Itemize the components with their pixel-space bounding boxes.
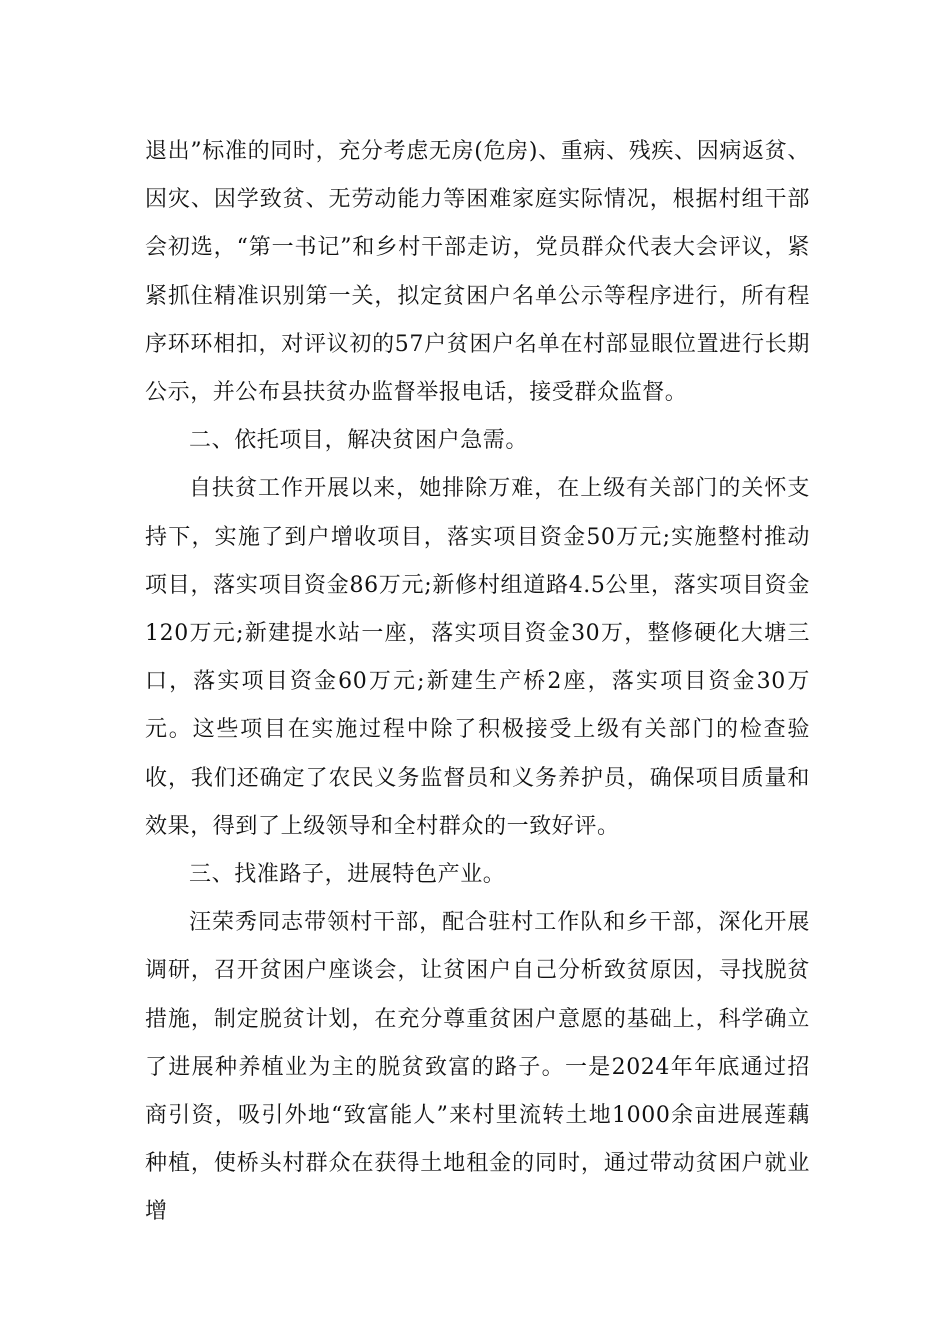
- paragraph-projects: 自扶贫工作开展以来，她排除万难，在上级有关部门的关怀支持下，实施了到户增收项目，落实项目资金50万元;实施整村推动项目，落实项目资金86万元;新修村组道路4.5公里，落实项目资金120万元;新建提水站一座，落实项目资金30万，整修硬化大塘三口，落实项目资金60万元;新建生产桥2座，落实项目资金30万元。这些项目在实施过程中除了积极接受上级有关部门的检查验收，我们还确定了农民义务监督员和义务养护员，确保项目质量和效果，得到了上级领导和全村群众的一致好评。: [145, 476, 810, 839]
- paragraph-industry: 汪荣秀同志带领村干部，配合驻村工作队和乡干部，深化开展调研，召开贫困户座谈会，让贫困户自己分析致贫原因，寻找脱贫措施，制定脱贫计划，在充分尊重贫困户意愿的基础上，科学确立了进展种养植业为主的脱贫致富的路子。一是2024年年底通过招商引资，吸引外地“致富能人”来村里流转土地1000余亩进展莲藕种植，使桥头村群众在获得土地租金的同时，通过带动贫困户就业增: [145, 910, 810, 1225]
- paragraph-poverty-identification: 退出”标准的同时，充分考虑无房(危房)、重病、残疾、因病返贫、因灾、因学致贫、无劳动能力等困难家庭实际情况，根据村组干部会初选，“第一书记”和乡村干部走访，党员群众代表大会评议，紧紧抓住精准识别第一关，拟定贫困户名单公示等程序进行，所有程序环环相扣，对评议初的57户贫困户名单在村部显眼位置进行长期公示，并公布县扶贫办监督举报电话，接受群众监督。: [145, 139, 810, 406]
- section-heading-projects: 二、依托项目，解决贫困户急需。: [189, 428, 529, 454]
- section-heading-industry: 三、找准路子，进展特色产业。: [189, 862, 506, 888]
- document-body: [145, 128, 810, 1237]
